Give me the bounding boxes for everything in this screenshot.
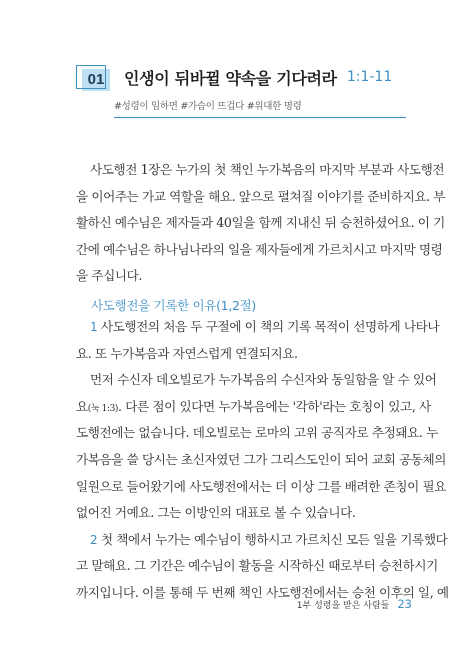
chapter-title: 인생이 뒤바뀔 약속을 기다려라 [124, 68, 337, 88]
header-divider [114, 117, 406, 118]
paragraph-line: 사도행전 1장은 누가의 첫 책인 누가복음의 마지막 부분과 사도행전 [90, 162, 445, 177]
section-body [76, 314, 449, 607]
paragraph-line: 일원으로 들어왔기에 사도행전에서는 더 이상 그를 배려한 존칭이 필요 [76, 478, 447, 494]
part-title: 1부 성령을 받은 사람들 [296, 601, 390, 611]
paragraph-line: 없어진 거예요. 그는 이방인의 대표로 볼 수 있습니다. [76, 505, 356, 521]
paragraph-line: 2 첫 책에서 누가는 예수님이 행하시고 가르치신 모든 일을 기록했다 [90, 531, 448, 547]
verse-number: 2 [90, 532, 98, 547]
paragraph-line: 1 사도행전의 처음 두 구절에 이 책의 기록 목적이 선명하게 나타나 [90, 319, 440, 334]
verse-number: 1 [90, 320, 98, 334]
chapter-reference: 1:1-11 [346, 69, 393, 85]
paragraph-line: 까지입니다. 이를 통해 두 번째 책인 사도행전에서는 승천 이후의 일, 예 [76, 584, 449, 600]
paragraph-line: 가복음을 쓸 당시는 초신자였던 그가 그리스도인이 되어 교회 공동체의 [76, 451, 447, 467]
section-title: 사도행전을 기록한 이유(1,2절) [91, 298, 257, 313]
scripture-reference: (눅 1:3) [87, 403, 119, 414]
chapter-tags: #성령이 임하면 #가슴이 뜨겁다 #위대한 명령 [114, 101, 302, 112]
page-number: 23 [397, 597, 412, 611]
paragraph-line: 을 주십니다. [76, 268, 143, 284]
paragraph-line: 간에 예수님은 하나님나라의 일을 제자들에게 가르치시고 마지막 명령 [76, 241, 443, 257]
paragraph-line: 활하신 예수님은 제자들과 40일을 함께 지내신 뒤 승천하셨어요. 이 기 [76, 215, 445, 231]
paragraph-line: 도행전에는 없습니다. 데오빌로는 로마의 고위 공직자로 추정돼요. 누 [76, 425, 438, 441]
paragraph-line: 요(눅 1:3). 다른 점이 있다면 누가복음에는 '각하'라는 호칭이 있고, 사 [76, 398, 431, 414]
paragraph-line: 먼저 수신자 데오빌로가 누가복음의 수신자와 동일함을 알 수 있어 [90, 372, 437, 388]
intro-paragraph [76, 157, 446, 290]
paragraph-line: 고 말해요. 그 기간은 예수님이 활동을 시작하신 때로부터 승천하시기 [76, 558, 438, 574]
paragraph-line: 요. 또 누가복음과 자연스럽게 연결되지요. [76, 345, 298, 361]
chapter-header [76, 62, 406, 112]
chapter-number: 01 [87, 71, 105, 88]
paragraph-line: 을 이어주는 가교 역할을 해요. 앞으로 펼쳐질 이야기를 준비하지요. 부 [76, 188, 446, 204]
page-footer [297, 597, 412, 611]
chapter-number-badge [76, 63, 112, 91]
